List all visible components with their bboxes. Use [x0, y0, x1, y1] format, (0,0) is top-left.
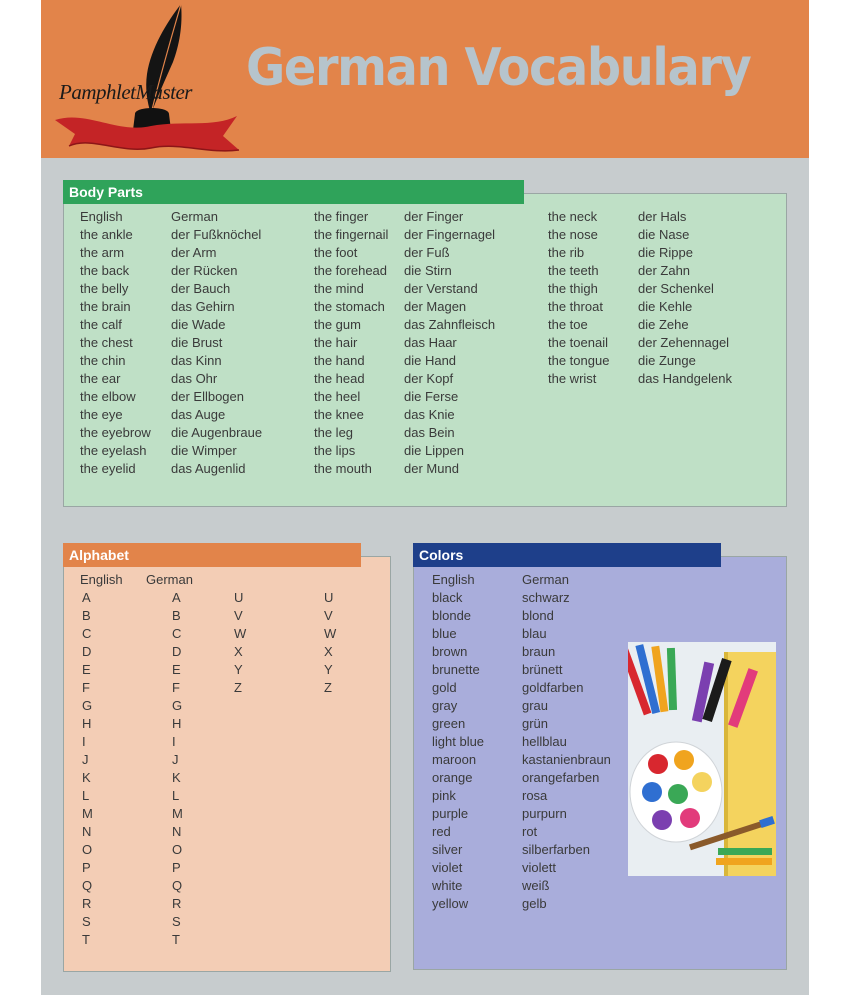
alphabet-col1-english-item: R [82, 896, 92, 911]
body-parts-col2-german-item: das Bein [404, 425, 455, 440]
alphabet-col1-english-item: H [82, 716, 92, 731]
alphabet-col1-english-item: P [82, 860, 91, 875]
colors-col-english-item: green [432, 716, 466, 731]
alphabet-col1-english [82, 589, 93, 949]
body-parts-col1-english-item: the chest [80, 335, 133, 350]
colors-col-german-item: violett [522, 860, 556, 875]
body-parts-col1-german-item: das Augenlid [171, 461, 246, 476]
colors-col-german-item: rot [522, 824, 538, 839]
body-parts-col1-english-item: the eyelid [80, 461, 136, 476]
colors-col-english-item: blonde [432, 608, 472, 623]
colors-col-english-item: maroon [432, 752, 477, 767]
body-parts-col1-english-item: the brain [80, 299, 131, 314]
body-parts-col1-german-item: die Wimper [171, 443, 237, 458]
body-parts-col3-english-item: the tongue [548, 353, 610, 368]
body-parts-col3-german-item: der Schenkel [638, 281, 714, 296]
colors-col-english-item: English [432, 572, 475, 587]
alphabet-col1-english-item: B [82, 608, 91, 623]
alphabet-col1-english-item: M [82, 806, 93, 821]
body-parts-col2-english-item: the gum [314, 317, 361, 332]
body-parts-col3-english-item: the rib [548, 245, 585, 260]
body-parts-col3-german-item: die Zehe [638, 317, 689, 332]
alphabet-col1-english-item: A [82, 590, 91, 605]
body-parts-col2-english-item: the hair [314, 335, 358, 350]
body-parts-panel [63, 184, 787, 507]
body-parts-col3-german-item: der Zehennagel [638, 335, 730, 350]
body-parts-col2-english-item: the head [314, 371, 365, 386]
colors-col-english-item: gray [432, 698, 458, 713]
header-banner [41, 0, 809, 158]
body-parts-col2-german-item: der Verstand [404, 281, 478, 296]
alphabet-col2-english-item: U [234, 590, 244, 605]
body-parts-col1-english-item: the back [80, 263, 130, 278]
alphabet-col1-german-item: R [172, 896, 182, 911]
colors-col-english-item: black [432, 590, 463, 605]
body-parts-heading: Body Parts [63, 180, 524, 204]
alphabet-col2-english [234, 589, 246, 697]
body-parts-col2-german-item: das Knie [404, 407, 455, 422]
alphabet-col2-english-item: W [234, 626, 247, 641]
colors-heading: Colors [413, 543, 721, 567]
alphabet-col2-english-item: X [234, 644, 243, 659]
alphabet-col2-english-item: Z [234, 680, 242, 695]
alphabet-col1-german-item: P [172, 860, 181, 875]
body-parts-col2-english-item: the heel [314, 389, 361, 404]
body-parts-col2-english-item: the fingernail [314, 227, 389, 242]
alphabet-col1-english-item: N [82, 824, 92, 839]
body-parts-col2-german-item: der Fuß [404, 245, 450, 260]
body-parts-col1-english-item: the belly [80, 281, 129, 296]
alphabet-col1-german-item: L [172, 788, 180, 803]
colors-col-english-item: violet [432, 860, 463, 875]
alphabet-col1-english-item: S [82, 914, 91, 929]
alphabet-col2-german-item: X [324, 644, 333, 659]
body-parts-col3-english-item: the toenail [548, 335, 608, 350]
colors-col-german-item: German [522, 572, 569, 587]
pamphletmaster-logo [47, 2, 247, 152]
colors-col-german [522, 571, 611, 913]
body-parts-col1-english-item: the chin [80, 353, 126, 368]
body-parts-col2-german-item: der Kopf [404, 371, 454, 386]
body-parts-col2-english-item: the leg [314, 425, 354, 440]
page-title: German Vocabulary [246, 38, 751, 98]
body-parts-col1-english-item: the eye [80, 407, 123, 422]
alphabet-col2-german-item: Y [324, 662, 333, 677]
colors-col-german-item: grün [522, 716, 549, 731]
alphabet-col1-english-item: I [82, 734, 86, 749]
alphabet-col1-german-item: Q [172, 878, 183, 893]
alphabet-col2-german-item: V [324, 608, 333, 623]
body-parts-col3-german-item: die Kehle [638, 299, 693, 314]
colors-col-english-item: brown [432, 644, 468, 659]
body-parts-col2-english-item: the mind [314, 281, 364, 296]
alphabet-col1-english-item: Q [82, 878, 93, 893]
body-parts-col3-english-item: the toe [548, 317, 588, 332]
body-parts-col3-english-item: the teeth [548, 263, 599, 278]
alphabet-col1-german-item: F [172, 680, 180, 695]
alphabet-col1-german-item: C [172, 626, 182, 641]
alphabet-col1-german-item: M [172, 806, 183, 821]
body-parts-col1-german-item: German [171, 209, 218, 224]
body-parts-col2-english-item: the knee [314, 407, 364, 422]
colors-col-german-item: grau [522, 698, 549, 713]
body-parts-col3-english-item: the throat [548, 299, 603, 314]
colors-col-english-item: light blue [432, 734, 485, 749]
alphabet-col1-english-item: E [82, 662, 91, 677]
body-parts-col2-english-item: the forehead [314, 263, 388, 278]
body-parts-col3-german-item: das Handgelenk [638, 371, 732, 386]
colors-col-german-item: hellblau [522, 734, 567, 749]
colors-col-german-item: brünett [522, 662, 563, 677]
alphabet-col1-german-item: D [172, 644, 182, 659]
colors-col-german-item: orangefarben [522, 770, 600, 785]
body-parts-col2-english-item: the finger [314, 209, 369, 224]
alphabet-col1-german-item: K [172, 770, 181, 785]
colors-col-german-item: rosa [522, 788, 548, 803]
alphabet-col2-english-item: V [234, 608, 243, 623]
colors-col-english-item: silver [432, 842, 463, 857]
body-parts-col2-english-item: the stomach [314, 299, 385, 314]
body-parts-col2-english-item: the mouth [314, 461, 372, 476]
alphabet-col1-german-item: G [172, 698, 183, 713]
alphabet-col1-english-item: O [82, 842, 93, 857]
body-parts-col1-english-item: the ankle [80, 227, 133, 242]
alphabet-col2-german-item: U [324, 590, 334, 605]
body-parts-col1-english-item: the eyelash [80, 443, 147, 458]
body-parts-col3-english-item: the thigh [548, 281, 598, 296]
alphabet-col1-german-item: B [172, 608, 181, 623]
colors-col-german-item: goldfarben [522, 680, 584, 695]
colors-col-german-item: blau [522, 626, 547, 641]
alphabet-col2-english-item: Y [234, 662, 243, 677]
body-parts-col1-german-item: der Bauch [171, 281, 231, 296]
colors-col-english-item: pink [432, 788, 456, 803]
alphabet-header-english: English [80, 572, 123, 587]
body-parts-col2-german-item: die Hand [404, 353, 457, 368]
colors-col-english-item: purple [432, 806, 469, 821]
body-parts-col3-german [638, 208, 732, 388]
colors-col-german-item: kastanienbraun [522, 752, 611, 767]
body-parts-col2-german-item: der Fingernagel [404, 227, 496, 242]
alphabet-col1-english-item: K [82, 770, 91, 785]
body-parts-col1-german-item: der Arm [171, 245, 217, 260]
body-parts-col1-german-item: das Gehirn [171, 299, 235, 314]
alphabet-col1-german-item: N [172, 824, 182, 839]
alphabet-col2-german [324, 589, 336, 697]
alphabet-col1-german [172, 589, 183, 949]
colors-col-german-item: gelb [522, 896, 547, 911]
body-parts-col2-english [314, 208, 388, 478]
alphabet-panel [63, 547, 391, 972]
alphabet-col1-english-item: F [82, 680, 90, 695]
alphabet-col1-english-item: C [82, 626, 92, 641]
body-parts-col1-german-item: das Ohr [171, 371, 218, 386]
body-parts-col2-english-item: the lips [314, 443, 356, 458]
colors-col-english [432, 571, 484, 913]
colors-col-english-item: orange [432, 770, 473, 785]
body-parts-col1-english-item: the elbow [80, 389, 136, 404]
body-parts-col3-english-item: the nose [548, 227, 598, 242]
body-parts-col1-english-item: English [80, 209, 123, 224]
body-parts-col3-german-item: die Zunge [638, 353, 696, 368]
body-parts-col2-german-item: der Finger [404, 209, 464, 224]
body-parts-col2-english-item: the hand [314, 353, 365, 368]
pamphlet-page [41, 0, 809, 995]
alphabet-col1-german-item: O [172, 842, 183, 857]
alphabet-header-german: German [146, 572, 193, 587]
alphabet-col1-german-item: J [172, 752, 179, 767]
quill-pen-icon [47, 2, 247, 152]
colors-col-german-item: silberfarben [522, 842, 590, 857]
body-parts-col2-german-item: die Lippen [404, 443, 464, 458]
colors-col-german-item: purpurn [522, 806, 567, 821]
body-parts-col1-german-item: die Augenbraue [171, 425, 263, 440]
body-parts-col1-german-item: der Ellbogen [171, 389, 244, 404]
alphabet-col1-english-item: D [82, 644, 92, 659]
colors-col-english-item: red [432, 824, 451, 839]
alphabet-heading: Alphabet [63, 543, 361, 567]
alphabet-col1-english-item: T [82, 932, 90, 947]
colors-col-german-item: schwarz [522, 590, 570, 605]
alphabet-col1-german-item: E [172, 662, 181, 677]
alphabet-col1-german-item: S [172, 914, 181, 929]
alphabet-col2-german-item: W [324, 626, 337, 641]
body-parts-col2-german-item: der Mund [404, 461, 459, 476]
colors-col-english-item: yellow [432, 896, 469, 911]
body-parts-col3-german-item: der Zahn [638, 263, 691, 278]
logo-text: PamphletMaster [59, 80, 192, 104]
alphabet-col1-german-item: T [172, 932, 180, 947]
alphabet-col1-german-item: H [172, 716, 182, 731]
body-parts-col2-german [404, 208, 495, 478]
body-parts-col1-german-item: das Kinn [171, 353, 222, 368]
body-parts-col3-german-item: die Rippe [638, 245, 693, 260]
body-parts-col1-german-item: die Brust [171, 335, 223, 350]
body-parts-col3-english-item: the wrist [548, 371, 597, 386]
body-parts-col3-english [548, 208, 609, 388]
body-parts-col2-english-item: the foot [314, 245, 358, 260]
body-parts-col1-german-item: der Rücken [171, 263, 238, 278]
body-parts-col1-german-item: das Auge [171, 407, 226, 422]
colors-col-german-item: blond [522, 608, 554, 623]
colors-col-german-item: braun [522, 644, 556, 659]
body-parts-col2-german-item: das Zahnfleisch [404, 317, 496, 332]
alphabet-col1-german-item: A [172, 590, 181, 605]
alphabet-col1-english-item: G [82, 698, 93, 713]
alphabet-col1-english-item: J [82, 752, 89, 767]
alphabet-col1-english-item: L [82, 788, 90, 803]
body-parts-col1-english [80, 208, 151, 478]
body-parts-col1-english-item: the ear [80, 371, 121, 386]
body-parts-col2-german-item: die Ferse [404, 389, 459, 404]
body-parts-col2-german-item: das Haar [404, 335, 457, 350]
body-parts-col3-english-item: the neck [548, 209, 598, 224]
body-parts-col1-german-item: der Fußknöchel [171, 227, 262, 242]
colors-col-english-item: brunette [432, 662, 480, 677]
colors-col-german-item: weiß [522, 878, 550, 893]
colors-col-english-item: blue [432, 626, 457, 641]
colors-col-english-item: gold [432, 680, 457, 695]
body-parts-col3-german-item: die Nase [638, 227, 690, 242]
body-parts-col2-german-item: der Magen [404, 299, 467, 314]
body-parts-col1-german-item: die Wade [171, 317, 226, 332]
body-parts-col1-german [171, 208, 262, 478]
colors-col-english-item: white [432, 878, 463, 893]
body-parts-col1-english-item: the eyebrow [80, 425, 151, 440]
body-parts-col3-german-item: der Hals [638, 209, 687, 224]
art-supplies-photo [628, 642, 776, 876]
body-parts-col1-english-item: the arm [80, 245, 125, 260]
body-parts-col2-german-item: die Stirn [404, 263, 452, 278]
body-parts-col1-english-item: the calf [80, 317, 122, 332]
alphabet-col2-german-item: Z [324, 680, 332, 695]
alphabet-col1-german-item: I [172, 734, 176, 749]
